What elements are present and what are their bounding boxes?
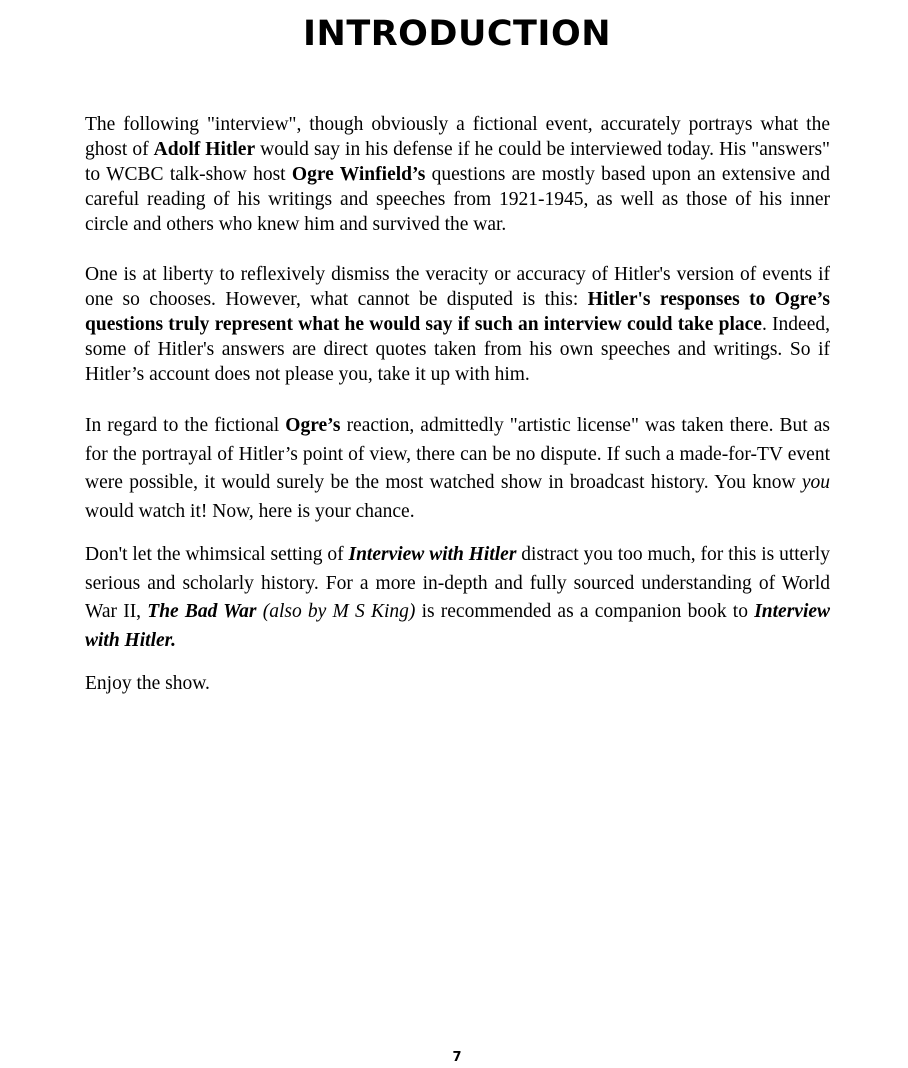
text-span: One is at liberty to reflexively dismiss the veracity or accuracy of Hitler's version of events if one so chooses. However, what cannot be disputed is this: [85,264,830,310]
text-span: Don't let the whimsical setting of [85,544,349,565]
book-title-interview-with-hitler-end: Interview with Hitler. [85,601,831,651]
italic-author-note: (also by M S King) [262,601,416,622]
italic-you: you [801,472,830,493]
bold-statement: Hitler's responses to Ogre’s questions truly represent what he would say if such an interview could take place [85,289,830,335]
bold-name-adolf-hitler: Adolf Hitler [153,139,256,160]
book-title-interview-with-hitler: Interview with Hitler [348,544,517,565]
bold-name-ogre: Ogre’s [285,415,341,436]
text-span: would say in his defense if he could be interviewed today. His "answers" to WCBC talk-show host [85,139,831,185]
text-span: In regard to the fictional [85,415,286,436]
paragraph-1 [85,112,830,237]
page-number: 7 [452,1050,462,1065]
book-title-the-bad-war: The Bad War [147,601,257,622]
text-span: distract you too much, for this is utterly serious and scholarly history. For a more in-depth and fully sourced understanding of World War II, [85,544,831,622]
paragraph-3 [85,412,830,526]
text-span: questions are mostly based upon an extensive and careful reading of his writings and speeches from 1921-1945, as well as those of his inner circle and others who knew him and survived the war. [85,164,830,235]
paragraph-5 [85,670,830,699]
introduction-body [85,112,830,699]
paragraph-4 [85,541,830,655]
page-title: INTRODUCTION [303,14,611,54]
text-span: The following "interview", though obviously a fictional event, accurately portrays what the ghost of [85,114,830,160]
paragraph-2 [85,262,830,387]
text-span: would watch it! Now, here is your chance. [85,500,415,522]
text-span: is recommended as a companion book to [415,601,755,622]
text-span: . Indeed, some of Hitler's answers are direct quotes taken from his own speeches and writings. So if Hitler’s account does not please you, take it up with him. [85,314,830,385]
text-span: Enjoy the show. [85,673,210,694]
bold-name-ogre-winfield: Ogre Winfield’s [291,164,426,185]
text-span: reaction, admittedly "artistic license" was taken there. But as for the portrayal of Hitler’s point of view, there can be no dispute. If such a made-for-TV event were possible, it would surely be the most watched show in broadcast history. You know [85,415,830,493]
